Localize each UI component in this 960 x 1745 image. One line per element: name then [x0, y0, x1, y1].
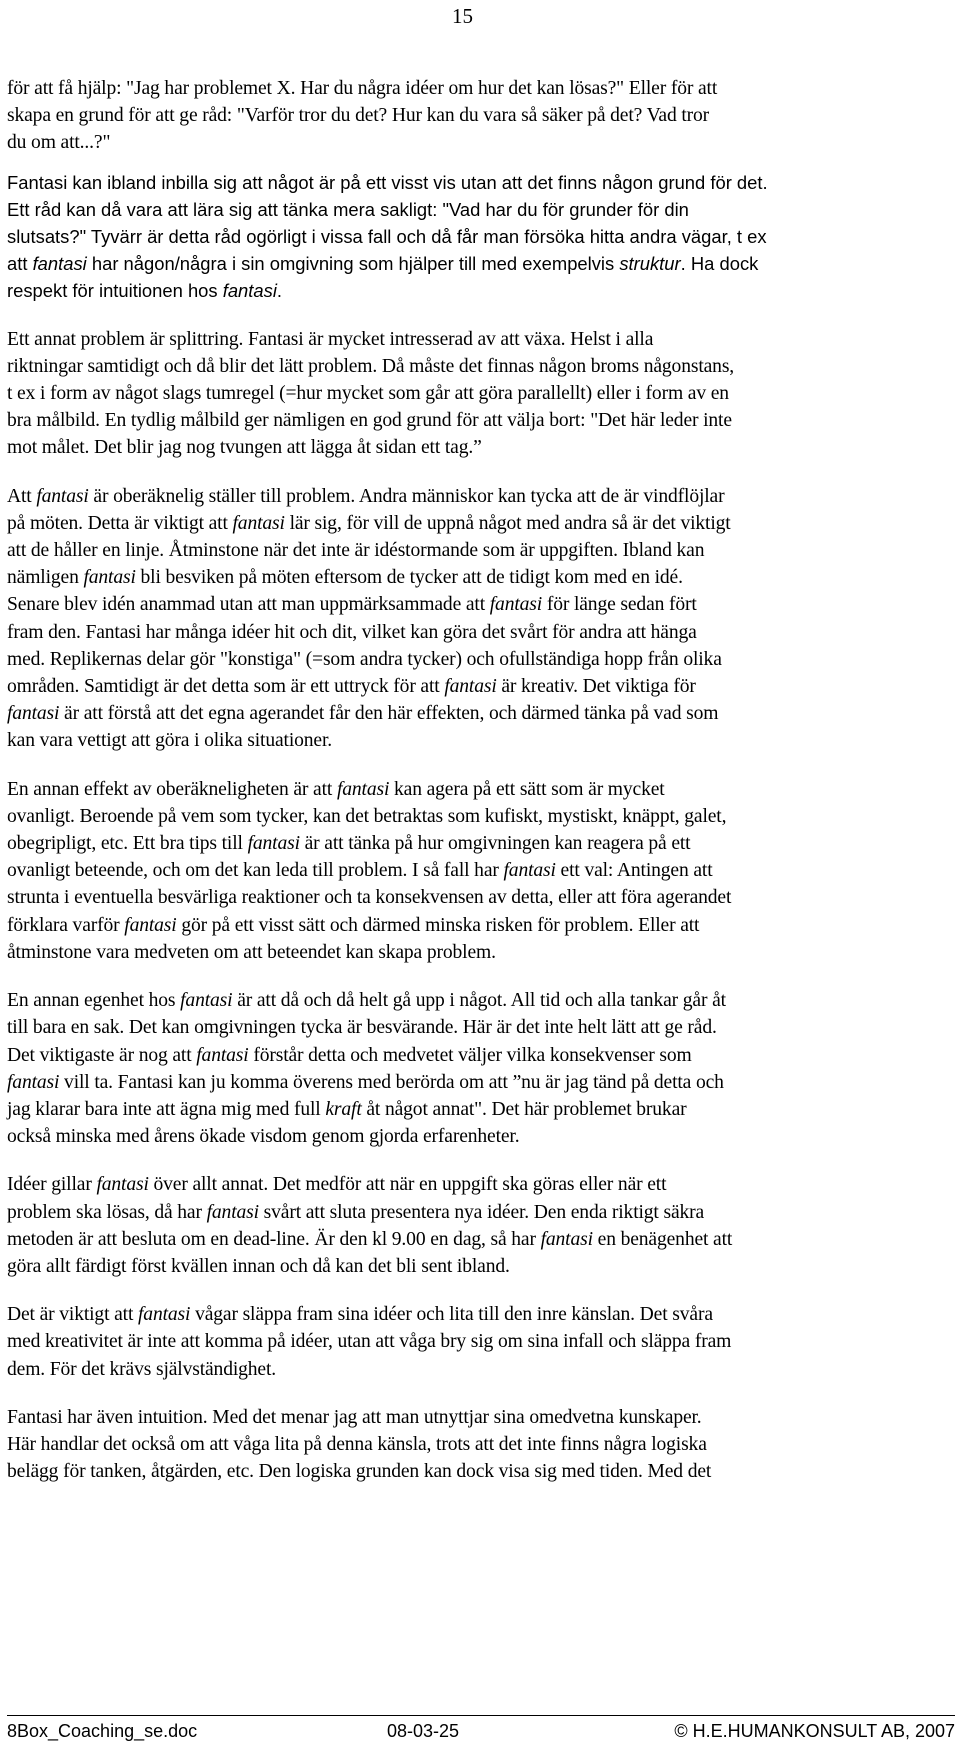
text-run: Det är viktigt att: [7, 1304, 139, 1326]
text-run: strunta i eventuella besvärliga reaktioner och ta konsekvensen av detta, eller att föra agerandet: [7, 887, 732, 909]
text-run: bli besviken på möten eftersom de tycker att de tidigt kom med en idé.: [135, 567, 683, 589]
text-line: [7, 1096, 955, 1123]
text-run: En annan egenhet hos: [7, 990, 181, 1012]
text-line: [7, 196, 955, 223]
text-run: för länge sedan fört: [542, 594, 697, 616]
text-run: respekt för intuitionen hos: [7, 280, 223, 302]
italic-term: fantasi: [124, 914, 177, 936]
text-line: [7, 700, 955, 727]
text-run: områden. Samtidigt är det detta som är ett uttryck för att: [7, 676, 445, 698]
text-line: [7, 129, 955, 156]
text-run: förklara varför: [7, 914, 125, 936]
text-line: [7, 75, 955, 102]
text-run: att: [7, 253, 33, 275]
text-line: [7, 1226, 955, 1253]
italic-term: fantasi: [503, 860, 556, 882]
text-run: är att tänka på hur omgivningen kan reagera på ett: [299, 833, 691, 855]
text-run: åtminstone vara medveten om att beteendet kan skapa problem.: [7, 941, 496, 963]
text-run: Ett annat problem är splittring. Fantasi är mycket intresserad av att växa. Helst i alla: [7, 328, 654, 350]
italic-term: fantasi: [96, 1174, 149, 1196]
text-run: dem. För det krävs självständighet.: [7, 1358, 277, 1380]
text-line: [7, 1042, 955, 1069]
italic-term: fantasi: [180, 990, 233, 1012]
text-run: nämligen: [7, 567, 84, 589]
text-run: är kreativ. Det viktiga för: [496, 676, 696, 698]
text-run: mot målet. Det blir jag nog tvungen att lägga åt sidan ett tag.”: [7, 437, 482, 459]
paragraph: [7, 1171, 955, 1280]
text-run: ett val: Antingen att: [555, 860, 713, 882]
text-line: [7, 277, 955, 304]
text-run: lär sig, för vill de uppnå något med andra så är det viktigt: [284, 512, 731, 534]
italic-term: fantasi: [206, 1201, 259, 1223]
text-line: [7, 1014, 955, 1041]
text-run: att de håller en linje. Åtminstone när det inte är idéstormande som är uppgiften. Ibland kan: [7, 540, 705, 562]
text-run: kan vara vettigt att göra i olika situationer.: [7, 730, 333, 752]
italic-term: fantasi: [336, 778, 390, 800]
text-run: du om att...?": [7, 132, 111, 154]
text-line: [7, 1123, 955, 1150]
text-line: [7, 537, 955, 564]
text-run: . Ha dock: [680, 253, 759, 275]
italic-term: fantasi: [7, 703, 60, 725]
text-run: .: [276, 280, 283, 302]
italic-term: fantasi: [444, 676, 497, 698]
text-run: vill ta. Fantasi kan ju komma överens med berörda om att ”nu är jag tänd på detta och: [59, 1071, 724, 1093]
text-line: [7, 987, 955, 1014]
text-line: [7, 830, 955, 857]
text-line: [7, 564, 955, 591]
text-run: är att då och då helt gå upp i något. All tid och alla tankar går åt: [232, 990, 726, 1012]
text-run: en benägenhet att: [592, 1228, 733, 1250]
italic-term: kraft: [325, 1098, 362, 1120]
text-line: [7, 169, 955, 196]
text-line: [7, 1328, 955, 1355]
text-line: [7, 223, 955, 250]
text-line: [7, 803, 955, 830]
text-line: [7, 857, 955, 884]
text-run: Det viktigaste är nog att: [7, 1044, 197, 1066]
text-line: [7, 646, 955, 673]
italic-term: struktur: [619, 253, 681, 275]
text-run: ovanligt. Beroende på vem som tycker, kan det betraktas som kufiskt, mystiskt, knäppt, galet,: [7, 805, 727, 827]
text-run: fram den. Fantasi har många idéer hit och dit, vilket kan göra det svårt för andra att hänga: [7, 621, 697, 643]
paragraph: [7, 1301, 955, 1383]
text-run: Att: [7, 485, 37, 507]
text-run: Fantasi har även intuition. Med det menar jag att man utnyttjar sina omedvetna kunskaper.: [7, 1406, 702, 1428]
text-run: göra allt färdigt först kvällen innan och då kan det bli sent ibland.: [7, 1255, 510, 1277]
italic-term: fantasi: [32, 253, 87, 275]
text-line: [7, 1356, 955, 1383]
text-line: [7, 326, 955, 353]
body-text: [7, 75, 955, 1506]
text-line: [7, 1171, 955, 1198]
text-line: [7, 102, 955, 129]
text-run: också minska med årens ökade visdom genom gjorda erfarenheter.: [7, 1126, 520, 1148]
text-run: Senare blev idén anammad utan att man uppmärksammade att: [7, 594, 490, 616]
italic-term: fantasi: [138, 1304, 191, 1326]
italic-term: fantasi: [540, 1228, 593, 1250]
text-run: skapa en grund för att ge råd: "Varför tror du det? Hur kan du vara så säker på det? Vad tror: [7, 105, 710, 127]
text-line: [7, 483, 955, 510]
text-run: med. Replikernas delar gör "konstiga" (=som andra tycker) och ofullständiga hopp från olika: [7, 648, 722, 670]
text-run: belägg för tanken, åtgärden, etc. Den logiska grunden kan dock visa sig med tiden. Med det: [7, 1461, 712, 1483]
text-run: för att få hjälp: "Jag har problemet X. Har du några idéer om hur det kan lösas?" Eller för att: [7, 78, 718, 99]
text-line: [7, 1253, 955, 1280]
text-line: [7, 673, 955, 700]
text-run: har någon/några i sin omgivning som hjälper till med exempelvis: [86, 253, 620, 275]
italic-term: fantasi: [222, 280, 277, 302]
text-run: problem ska lösas, då har: [7, 1201, 207, 1223]
text-run: åt något annat". Det här problemet brukar: [361, 1098, 687, 1120]
text-line: [7, 1458, 955, 1485]
text-run: förstår detta och medvetet väljer vilka konsekvenser som: [248, 1044, 692, 1066]
text-line: [7, 912, 955, 939]
text-run: riktningar samtidigt och då blir det lätt problem. Då måste det finnas någon broms någonstans,: [7, 355, 735, 377]
text-run: är oberäknelig ställer till problem. Andra människor kan tycka att de är vindflöjlar: [88, 485, 725, 507]
text-run: på möten. Detta är viktigt att: [7, 512, 233, 534]
text-run: över allt annat. Det medför att när en uppgift ska göras eller när ett: [148, 1174, 667, 1196]
text-line: [7, 1301, 955, 1328]
text-run: En annan effekt av oberäkneligheten är att: [7, 778, 337, 800]
page-footer: [7, 1715, 955, 1740]
footer-date: 08-03-25: [387, 1721, 460, 1741]
text-run: bra målbild. En tydlig målbild ger nämligen en god grund för att välja bort: "Det här leder inte: [7, 410, 732, 432]
italic-term: fantasi: [247, 833, 300, 855]
text-line: [7, 510, 955, 537]
page-number: 15: [452, 4, 473, 28]
text-run: ovanligt beteende, och om det kan leda till problem. I så fall har: [7, 860, 504, 882]
text-run: med kreativitet är inte att komma på idéer, utan att våga bry sig om sina infall och släppa fram: [7, 1331, 732, 1353]
text-line: [7, 250, 955, 277]
text-line: [7, 407, 955, 434]
text-run: Ett råd kan då vara att lära sig att tänka mera sakligt: "Vad har du för grunder för din: [7, 198, 689, 220]
text-run: obegripligt, etc. Ett bra tips till: [7, 833, 248, 855]
paragraph: [7, 75, 955, 157]
text-run: svårt att sluta presentera nya idéer. Den enda riktigt säkra: [258, 1201, 705, 1223]
text-line: [7, 1199, 955, 1226]
text-run: vågar släppa fram sina idéer och lita till den inre känslan. Det svåra: [190, 1304, 713, 1326]
text-run: kan agera på ett sätt som är mycket: [389, 778, 665, 800]
paragraph: [7, 326, 955, 462]
italic-term: fantasi: [196, 1044, 249, 1066]
text-run: är att förstå att det egna agerandet får den här effekten, och därmed tänka på vad som: [59, 703, 719, 725]
paragraph: [7, 1404, 955, 1486]
text-run: till bara en sak. Det kan omgivningen tycka är besvärande. Här är det inte helt lätt att ge råd.: [7, 1017, 717, 1039]
italic-term: fantasi: [36, 485, 89, 507]
text-line: [7, 1069, 955, 1096]
text-run: Fantasi kan ibland inbilla sig att något är på ett visst vis utan att det finns någon grund för det.: [7, 171, 768, 193]
text-run: metoden är att besluta om en dead-line. Är den kl 9.00 en dag, så har: [7, 1228, 541, 1250]
text-line: [7, 1404, 955, 1431]
text-line: [7, 619, 955, 646]
text-run: Idéer gillar: [7, 1174, 97, 1196]
text-line: [7, 591, 955, 618]
text-line: [7, 884, 955, 911]
paragraph: [7, 987, 955, 1150]
text-run: slutsats?" Tyvärr är detta råd ogörligt i vissa fall och då får man försöka hitta andra vägar, t ex: [7, 226, 767, 248]
text-run: gör på ett visst sätt och därmed minska risken för problem. Eller att: [176, 914, 700, 936]
footer-copyright: © H.E.HUMANKONSULT AB, 2007: [674, 1721, 955, 1741]
text-line: [7, 1431, 955, 1458]
paragraph: [7, 169, 955, 305]
footer-filename: 8Box_Coaching_se.doc: [7, 1721, 198, 1741]
text-line: [7, 776, 955, 803]
italic-term: fantasi: [83, 567, 136, 589]
text-line: [7, 353, 955, 380]
text-run: t ex i form av något slags tumregel (=hur mycket som går att göra parallellt) eller i form av en: [7, 383, 729, 405]
text-line: [7, 727, 955, 754]
italic-term: fantasi: [489, 594, 543, 616]
text-run: Här handlar det också om att våga lita på denna känsla, trots att det inte finns några logiska: [7, 1433, 707, 1455]
text-line: [7, 939, 955, 966]
italic-term: fantasi: [7, 1071, 60, 1093]
paragraph: [7, 483, 955, 755]
italic-term: fantasi: [232, 512, 285, 534]
text-line: [7, 380, 955, 407]
text-run: jag klarar bara inte att ägna mig med full: [7, 1098, 326, 1120]
text-line: [7, 434, 955, 461]
paragraph: [7, 776, 955, 966]
